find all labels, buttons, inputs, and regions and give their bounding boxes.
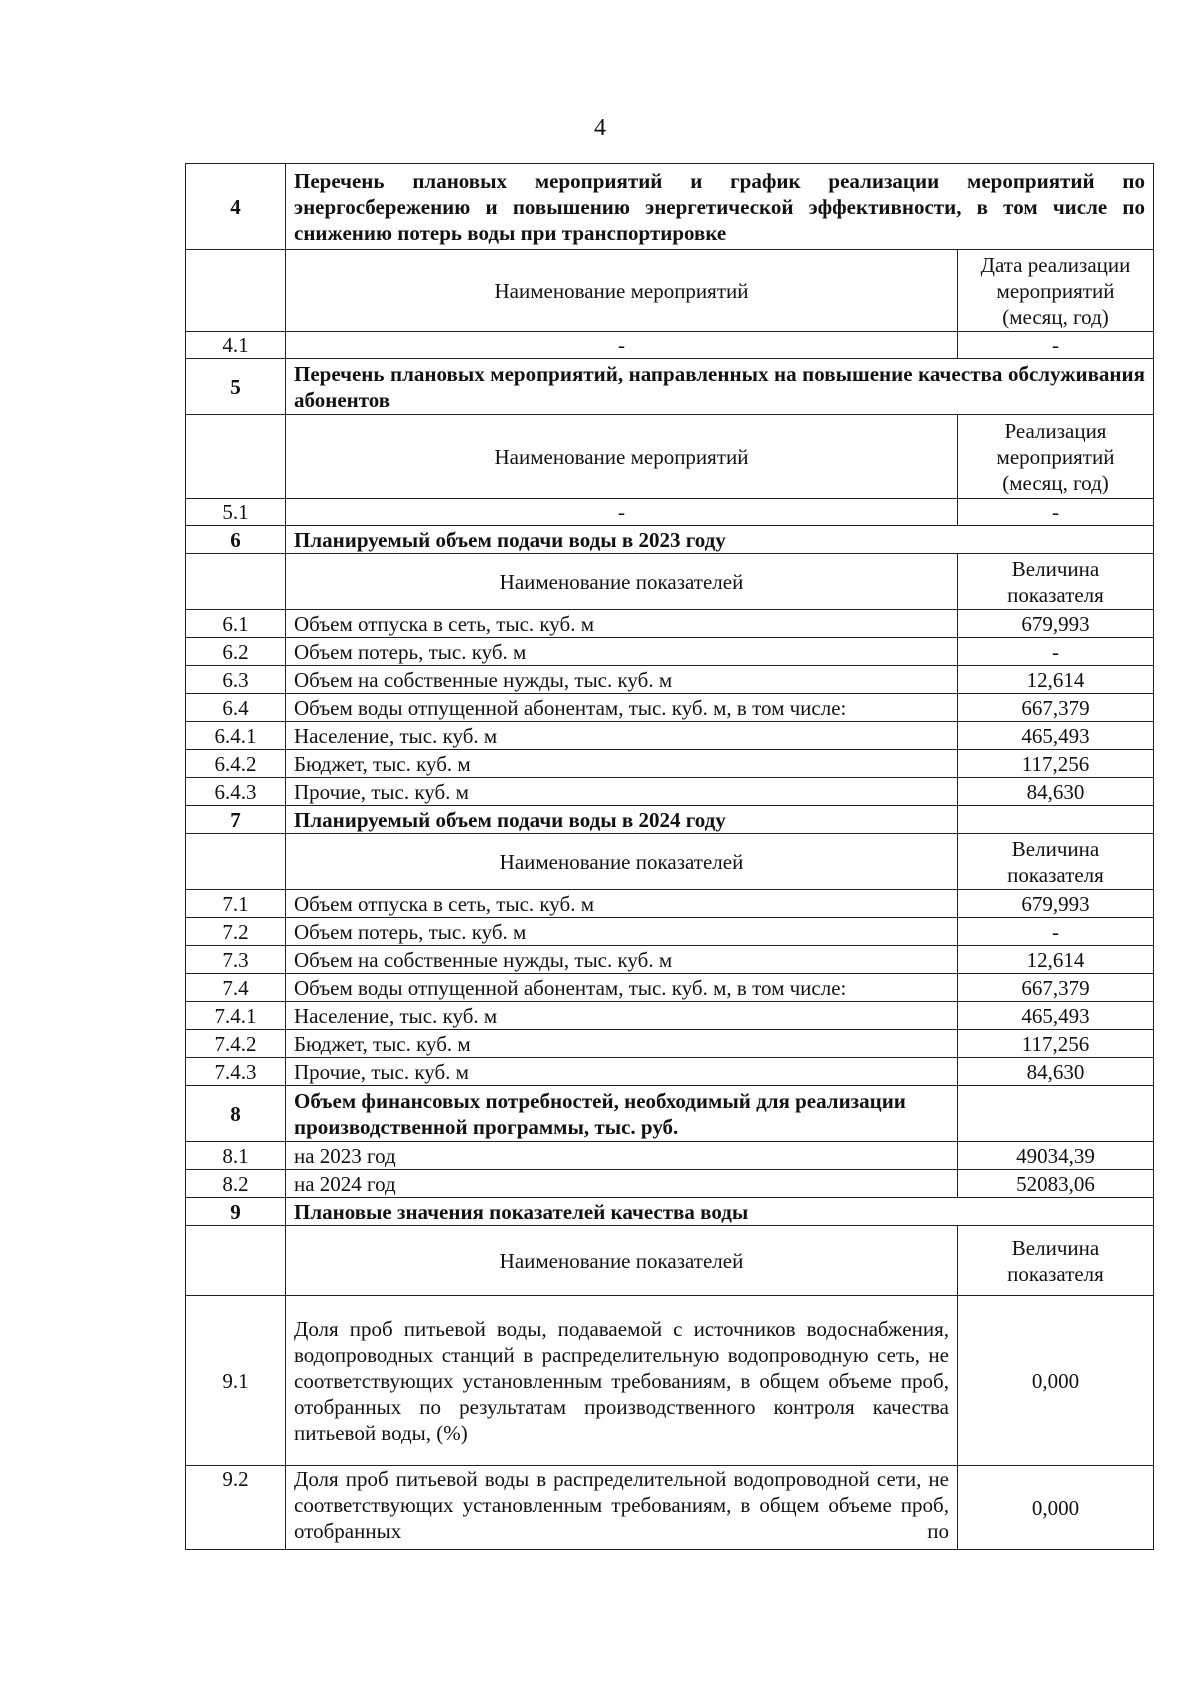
row-number: 8.1 — [186, 1142, 286, 1170]
section-title: Плановые значения показателей качества воды — [286, 1198, 1154, 1226]
row-value: 465,493 — [958, 722, 1154, 750]
row-value: - — [958, 638, 1154, 666]
table-row — [186, 1170, 1154, 1198]
row-value: 84,630 — [958, 778, 1154, 806]
row-name: Доля проб питьевой воды, подаваемой с источников водоснабжения, водопроводных станций в распределительную водопроводную сеть, не соответствующих установленным требованиям, в общем объеме проб, отобранных по результатам производственного контроля качества питьевой воды, (%) — [286, 1296, 958, 1466]
row-number: 6.4.1 — [186, 722, 286, 750]
row-name: Население, тыс. куб. м — [286, 722, 958, 750]
section-header-9 — [186, 1198, 1154, 1226]
column-header-row — [186, 415, 1154, 499]
row-name: Объем отпуска в сеть, тыс. куб. м — [286, 610, 958, 638]
table-row — [186, 1466, 1154, 1550]
row-number: 6.4.3 — [186, 778, 286, 806]
table-row — [186, 1030, 1154, 1058]
section-number: 7 — [186, 806, 286, 834]
page-number: 4 — [594, 115, 606, 141]
row-number: 7.4.2 — [186, 1030, 286, 1058]
row-name: Объем воды отпущенной абонентам, тыс. куб. м, в том числе: — [286, 974, 958, 1002]
section-header-6 — [186, 526, 1154, 554]
row-value: - — [958, 332, 1154, 359]
table-row — [186, 1058, 1154, 1086]
column-header-name: Наименование показателей — [286, 834, 958, 890]
row-name: Объем отпуска в сеть, тыс. куб. м — [286, 890, 958, 918]
row-number: 7.3 — [186, 946, 286, 974]
section-title: Планируемый объем подачи воды в 2023 году — [286, 526, 1154, 554]
row-value: 667,379 — [958, 974, 1154, 1002]
section-number: 8 — [186, 1086, 286, 1142]
row-number: 8.2 — [186, 1170, 286, 1198]
row-value: 117,256 — [958, 1030, 1154, 1058]
row-value: 679,993 — [958, 610, 1154, 638]
row-number: 7.2 — [186, 918, 286, 946]
table-row — [186, 918, 1154, 946]
section-header-8 — [186, 1086, 1154, 1142]
row-name: Объем на собственные нужды, тыс. куб. м — [286, 666, 958, 694]
section-number: 6 — [186, 526, 286, 554]
row-value: 0,000 — [958, 1466, 1154, 1550]
row-name: Доля проб питьевой воды в распределительной водопроводной сети, не соответствующих установленным требованиям, в общем объеме проб, отобранных по — [286, 1466, 958, 1550]
row-number: 7.4 — [186, 974, 286, 1002]
table-row — [186, 890, 1154, 918]
row-name: Бюджет, тыс. куб. м — [286, 750, 958, 778]
row-value: 49034,39 — [958, 1142, 1154, 1170]
table-row — [186, 1002, 1154, 1030]
row-value: 84,630 — [958, 1058, 1154, 1086]
row-name: Прочие, тыс. куб. м — [286, 1058, 958, 1086]
row-value: 12,614 — [958, 666, 1154, 694]
row-number: 6.2 — [186, 638, 286, 666]
row-value: 679,993 — [958, 890, 1154, 918]
row-value: 465,493 — [958, 1002, 1154, 1030]
row-value: 667,379 — [958, 694, 1154, 722]
table-row — [186, 610, 1154, 638]
row-name: Объем потерь, тыс. куб. м — [286, 918, 958, 946]
row-number: 7.1 — [186, 890, 286, 918]
row-number: 6.3 — [186, 666, 286, 694]
row-number: 7.4.3 — [186, 1058, 286, 1086]
section-header-7 — [186, 806, 1154, 834]
row-name: Прочие, тыс. куб. м — [286, 778, 958, 806]
row-name: - — [286, 332, 958, 359]
section-header-5 — [186, 359, 1154, 415]
section-number: 9 — [186, 1198, 286, 1226]
column-header-value: Величина показателя — [958, 834, 1154, 890]
table-row — [186, 1296, 1154, 1466]
section-title: Объем финансовых потребностей, необходимый для реализации производственной программы, тыс. руб. — [286, 1086, 958, 1142]
column-header-name: Наименование показателей — [286, 554, 958, 610]
row-name: Бюджет, тыс. куб. м — [286, 1030, 958, 1058]
row-name: Объем на собственные нужды, тыс. куб. м — [286, 946, 958, 974]
column-header-row — [186, 250, 1154, 332]
row-number: 4.1 — [186, 332, 286, 359]
table-row — [186, 1142, 1154, 1170]
row-value: 52083,06 — [958, 1170, 1154, 1198]
row-number: 7.4.1 — [186, 1002, 286, 1030]
column-header-row — [186, 554, 1154, 610]
column-header-value: Величина показателя — [958, 1226, 1154, 1296]
table-row — [186, 946, 1154, 974]
column-header-row — [186, 1226, 1154, 1296]
section-header-4 — [186, 164, 1154, 250]
row-number: 9.1 — [186, 1296, 286, 1466]
row-number: 9.2 — [186, 1466, 286, 1550]
row-number: 6.1 — [186, 610, 286, 638]
table-row — [186, 974, 1154, 1002]
row-name: Население, тыс. куб. м — [286, 1002, 958, 1030]
section-title: Перечень плановых мероприятий, направленных на повышение качества обслуживания абонентов — [286, 359, 1154, 415]
row-value: 12,614 — [958, 946, 1154, 974]
row-number: 6.4.2 — [186, 750, 286, 778]
row-name: на 2024 год — [286, 1170, 958, 1198]
column-header-name: Наименование показателей — [286, 1226, 958, 1296]
row-name: на 2023 год — [286, 1142, 958, 1170]
row-value: - — [958, 499, 1154, 526]
table-row — [186, 638, 1154, 666]
table-row — [186, 499, 1154, 526]
column-header-name: Наименование мероприятий — [286, 415, 958, 499]
table-row — [186, 332, 1154, 359]
table-row — [186, 722, 1154, 750]
table-row — [186, 694, 1154, 722]
column-header-row — [186, 834, 1154, 890]
column-header-value: Дата реализации мероприятий (месяц, год) — [958, 250, 1154, 332]
row-number: 6.4 — [186, 694, 286, 722]
row-number: 5.1 — [186, 499, 286, 526]
row-value: 117,256 — [958, 750, 1154, 778]
section-number: 4 — [186, 164, 286, 250]
table-row — [186, 750, 1154, 778]
section-title: Перечень плановых мероприятий и график реализации мероприятий по энергосбережению и повышению энергетической эффективности, в том числе по снижению потерь воды при транспортировке — [286, 164, 1154, 250]
row-name: Объем потерь, тыс. куб. м — [286, 638, 958, 666]
column-header-value: Реализация мероприятий (месяц, год) — [958, 415, 1154, 499]
column-header-name: Наименование мероприятий — [286, 250, 958, 332]
table-row — [186, 778, 1154, 806]
program-table — [185, 163, 1154, 1550]
column-header-value: Величина показателя — [958, 554, 1154, 610]
row-value: 0,000 — [958, 1296, 1154, 1466]
row-name: - — [286, 499, 958, 526]
section-title: Планируемый объем подачи воды в 2024 году — [286, 806, 958, 834]
row-value: - — [958, 918, 1154, 946]
table-row — [186, 666, 1154, 694]
row-name: Объем воды отпущенной абонентам, тыс. куб. м, в том числе: — [286, 694, 958, 722]
section-number: 5 — [186, 359, 286, 415]
